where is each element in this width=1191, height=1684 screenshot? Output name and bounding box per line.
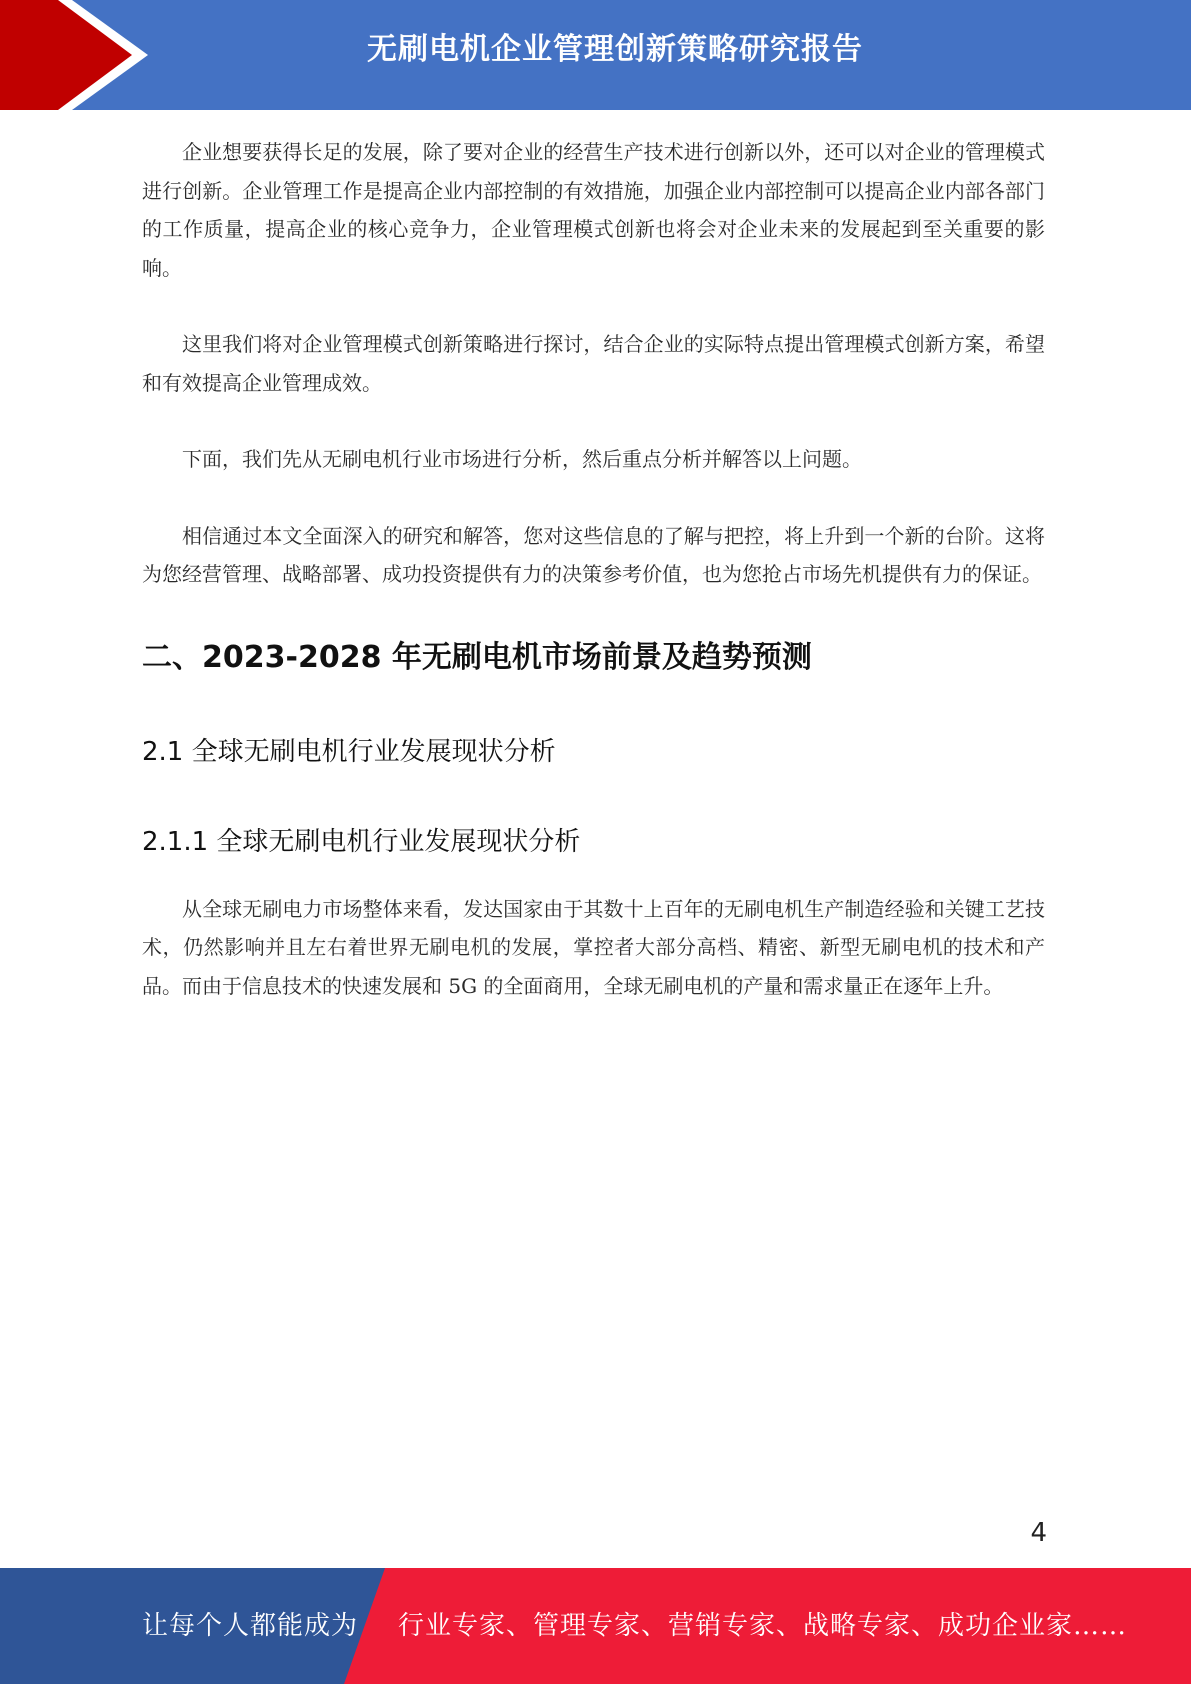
page-content: [142, 133, 1045, 1005]
subsection-heading-2-1: 2.1 全球无刷电机行业发展现状分析: [142, 736, 556, 767]
page-number: 4: [1030, 1518, 1047, 1548]
document-title: 无刷电机企业管理创新策略研究报告: [367, 32, 863, 67]
subsection-heading-2-1-1: 2.1.1 全球无刷电机行业发展现状分析: [142, 826, 581, 857]
intro-paragraph-1: 企业想要获得长足的发展，除了要对企业的经营生产技术进行创新以外，还可以对企业的管理模式进行创新。企业管理工作是提高企业内部控制的有效措施，加强企业内部控制可以提高企业内部各部门的工作质量，提高企业的核心竞争力，企业管理模式创新也将会对企业未来的发展起到至关重要的影响。: [142, 140, 1045, 280]
footer-slogan-left: 让每个人都能成为: [142, 1611, 359, 1641]
section-2-1-1-paragraph: 从全球无刷电力市场整体来看，发达国家由于其数十上百年的无刷电机生产制造经验和关键工艺技术，仍然影响并且左右着世界无刷电机的发展，掌控者大部分高档、精密、新型无刷电机的技术和产品。而由于信息技术的快速发展和 5G 的全面商用，全球无刷电机的产量和需求量正在逐年上升。: [142, 896, 1045, 998]
intro-paragraph-2: 这里我们将对企业管理模式创新策略进行探讨，结合企业的实际特点提出管理模式创新方案，希望和有效提高企业管理成效。: [142, 332, 1045, 395]
intro-paragraph-4: 相信通过本文全面深入的研究和解答，您对这些信息的了解与把控，将上升到一个新的台阶。这将为您经营管理、战略部署、成功投资提供有力的决策参考价值，也为您抢占市场先机提供有力的保证。: [142, 523, 1045, 586]
page-header: [0, 0, 1191, 110]
footer-slogan-right: 行业专家、管理专家、营销专家、战略专家、成功企业家……: [398, 1611, 1128, 1641]
page-footer: [0, 1568, 1191, 1684]
intro-paragraph-3: 下面，我们先从无刷电机行业市场进行分析，然后重点分析并解答以上问题。: [182, 447, 862, 471]
section-heading-2: 二、2023-2028 年无刷电机市场前景及趋势预测: [142, 639, 812, 675]
